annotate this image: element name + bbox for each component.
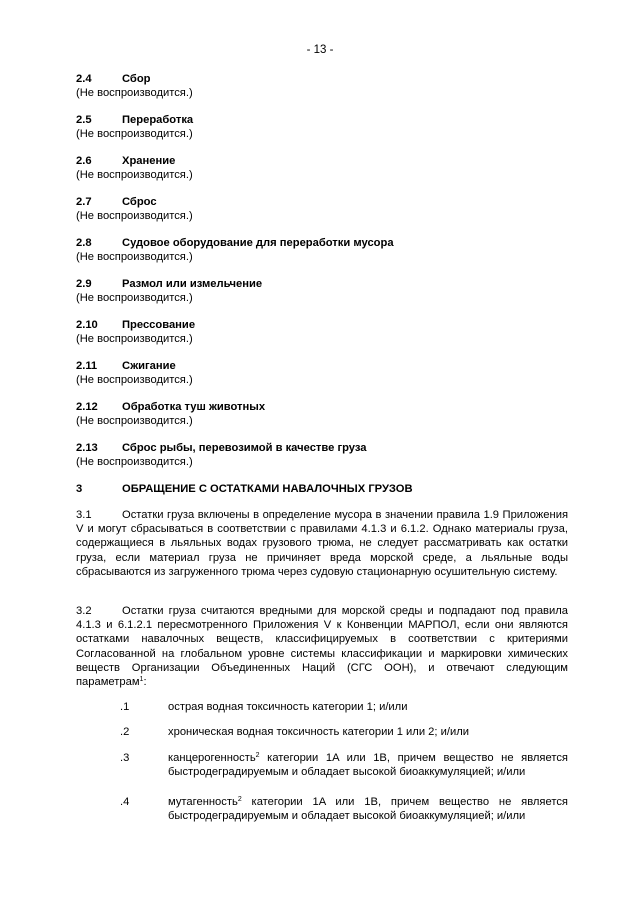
section-title: Судовое оборудование для переработки мусора	[122, 237, 394, 249]
paragraph-3-1	[76, 508, 568, 579]
footnote-mark: 2	[255, 752, 260, 759]
section-number: 2.7	[76, 196, 92, 208]
paragraph-3-2	[76, 604, 568, 689]
chapter-number: 3	[76, 483, 83, 495]
footnote-mark: 2	[237, 796, 242, 803]
section-note: (Не воспроизводится.)	[76, 169, 193, 181]
list-item-number: .1	[120, 701, 130, 713]
chapter-title: ОБРАЩЕНИЕ С ОСТАТКАМИ НАВАЛОЧНЫХ ГРУЗОВ	[122, 483, 413, 495]
section-title: Размол или измельчение	[122, 278, 263, 290]
section-title: Обработка туш животных	[122, 401, 266, 413]
paragraph-number: 3.1	[76, 509, 92, 521]
section-title: Сжигание	[122, 360, 176, 372]
section-2-7	[76, 195, 568, 223]
section-number: 2.10	[76, 319, 98, 331]
chapter-3-heading	[76, 482, 568, 496]
paragraph-number: 3.2	[76, 605, 92, 617]
section-title: Сброс	[122, 196, 157, 208]
list-item-number: .2	[120, 726, 130, 738]
list-item-text: хроническая водная токсичность категории 1 или 2; и/или	[168, 726, 470, 738]
list-item-text: мутагенность$^2$ категории 1A или 1B, причем вещество не является быстродеградируемым и обладает высокой биоаккумуляцией; и/или	[168, 796, 568, 823]
section-2-6	[76, 154, 568, 182]
list-item	[120, 795, 568, 824]
list-item-number: .3	[120, 752, 130, 764]
section-2-8	[76, 236, 568, 264]
section-2-11	[76, 359, 568, 387]
section-note: (Не воспроизводится.)	[76, 456, 193, 468]
section-note: (Не воспроизводится.)	[76, 210, 193, 222]
section-title: Прессование	[122, 319, 196, 331]
paragraph-text: Остатки груза включены в определение мусора в значении правила 1.9 Приложения V и могут сбрасываться в соответствии с правилами 4.1.3 и 6.1.2. Однако материалы груза, содержащиеся в льяльных водах грузового трюма, не следует рассматривать как остатки груза, если материал груза не причиняет вреда морской среде, а льяльные воды сбрасываются из загруженного трюма через судовую стационарную осушительную систему.	[76, 509, 568, 578]
paragraph-tail: :	[143, 676, 147, 689]
section-number: 2.13	[76, 442, 98, 454]
section-number: 2.6	[76, 155, 92, 167]
section-note: (Не воспроизводится.)	[76, 128, 193, 140]
section-note: (Не воспроизводится.)	[76, 333, 193, 345]
section-2-9	[76, 277, 568, 305]
section-title: Хранение	[122, 155, 176, 167]
section-2-10	[76, 318, 568, 346]
section-number: 2.11	[76, 360, 98, 372]
paragraph-text: Остатки груза считаются вредными для морской среды и подпадают под правила 4.1.3 и 6.1.2.1 пересмотренного Приложения V к Конвенции МАРПОЛ, если они являются остатками навалочных веществ, классифицируемых в соответствии с критериями Согласованной на глобальном уровне системы классификации и маркировки химических веществ Организации Объединенных Наций (СГС ООН), и отвечают следующим параметрам	[76, 605, 568, 689]
list-item-text: канцерогенность$^2$ категории 1A или 1B, причем вещество не является быстродеградируемым и обладает высокой биоаккумуляцией; и/или	[168, 752, 568, 779]
section-title: Сброс рыбы, перевозимой в качестве груза	[122, 442, 367, 454]
section-number: 2.12	[76, 401, 98, 413]
section-number: 2.4	[76, 73, 92, 85]
section-number: 2.8	[76, 237, 92, 249]
list-item	[120, 725, 568, 739]
section-note: (Не воспроизводится.)	[76, 292, 193, 304]
list-item-number: .4	[120, 796, 130, 808]
section-2-12	[76, 400, 568, 428]
list-item-text: острая водная токсичность категории 1; и/или	[168, 701, 408, 713]
footnote-mark: 1	[139, 676, 144, 684]
section-title: Переработка	[122, 114, 194, 126]
section-number: 2.5	[76, 114, 92, 126]
section-note: (Не воспроизводится.)	[76, 87, 193, 99]
page-number: - 13 -	[306, 44, 334, 56]
list-item	[120, 751, 568, 780]
section-number: 2.9	[76, 278, 92, 290]
list-item	[120, 700, 568, 714]
section-title: Сбор	[122, 73, 151, 85]
section-2-13	[76, 441, 568, 469]
section-note: (Не воспроизводится.)	[76, 251, 193, 263]
section-2-4	[76, 72, 568, 100]
section-note: (Не воспроизводится.)	[76, 415, 193, 427]
section-note: (Не воспроизводится.)	[76, 374, 193, 386]
section-2-5	[76, 113, 568, 141]
